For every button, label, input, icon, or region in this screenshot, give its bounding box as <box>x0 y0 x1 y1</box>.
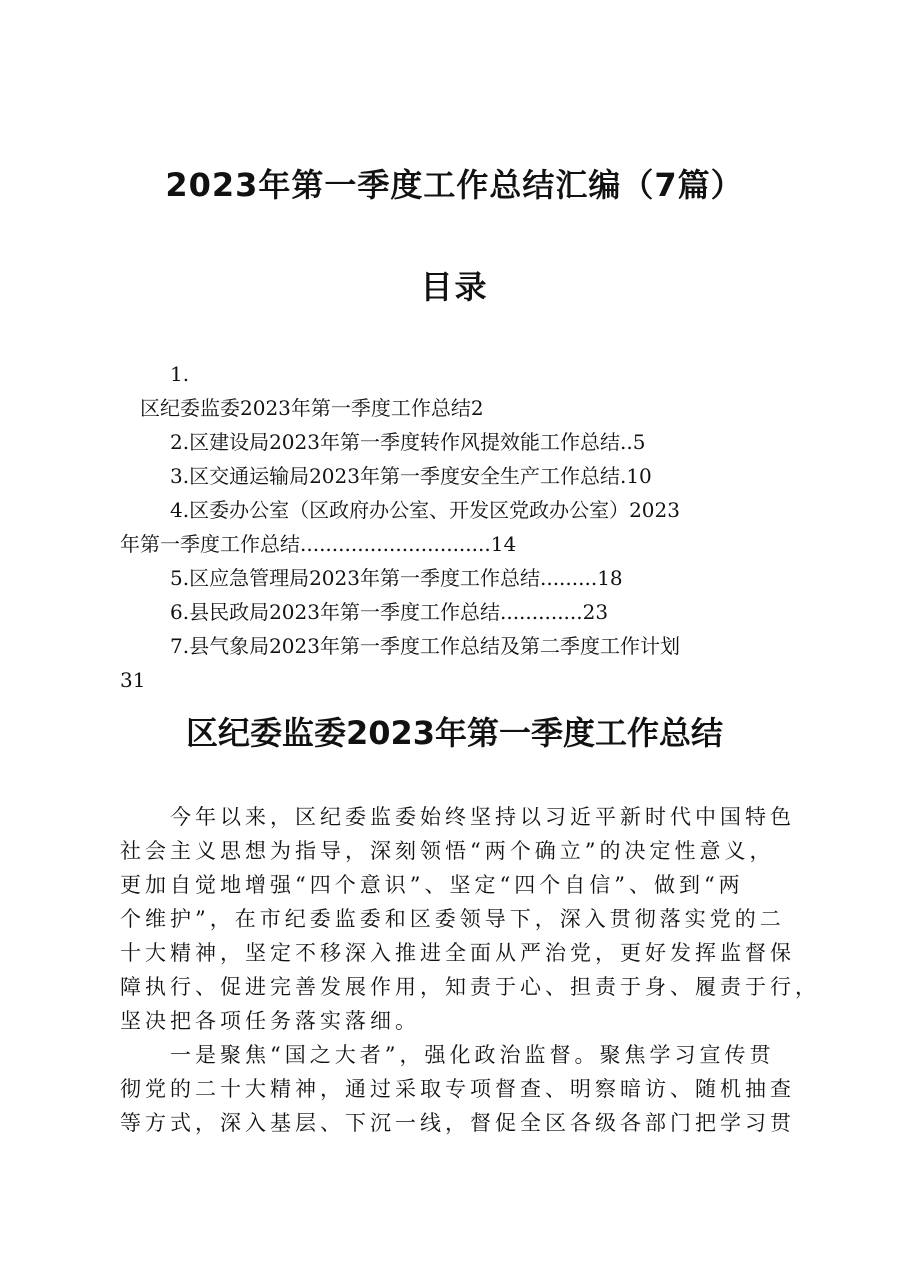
toc-line-7[interactable]: 7.县气象局2023年第一季度工作总结及第二季度工作计划 <box>170 634 680 658</box>
toc-line-3[interactable]: 3.区交通运输局2023年第一季度安全生产工作总结.10 <box>170 464 652 488</box>
toc-line-5[interactable]: 5.区应急管理局2023年第一季度工作总结.........18 <box>170 566 623 590</box>
body-line: 十大精神，坚定不移深入推进全面从严治党，更好发挥监督保 <box>120 941 795 965</box>
toc-line-1-title[interactable]: 区纪委监委2023年第一季度工作总结2 <box>140 396 484 420</box>
body-line: 更加自觉地增强“四个意识”、坚定“四个自信”、做到“两 <box>120 873 744 897</box>
body-line: 一是聚焦“国之大者”，强化政治监督。聚焦学习宣传贯 <box>170 1043 775 1067</box>
body-text <box>120 800 820 1140</box>
toc-line-6[interactable]: 6.县民政局2023年第一季度工作总结.............23 <box>170 600 609 624</box>
body-line: 社会主义思想为指导，深刻领悟“两个确立”的决定性意义， <box>120 839 775 863</box>
body-line: 障执行、促进完善发展作用，知责于心、担责于身、履责于行， <box>120 975 820 999</box>
body-line: 坚决把各项任务落实落细。 <box>120 1009 420 1033</box>
table-of-contents <box>120 357 800 697</box>
toc-line-1-number[interactable]: 1. <box>170 362 190 386</box>
section-title: 区纪委监委2023年第一季度工作总结 <box>185 714 724 752</box>
toc-line-7-page[interactable]: 31 <box>120 668 146 692</box>
body-line: 等方式，深入基层、下沉一线，督促全区各级各部门把学习贯 <box>120 1111 795 1135</box>
toc-line-4-continued[interactable]: 年第一季度工作总结..............................14 <box>120 532 517 556</box>
toc-line-4[interactable]: 4.区委办公室（区政府办公室、开发区党政办公室）2023 <box>170 498 680 522</box>
document-title: 2023年第一季度工作总结汇编（7篇） <box>165 166 744 204</box>
body-line: 今年以来，区纪委监委始终坚持以习近平新时代中国特色 <box>170 805 795 829</box>
toc-heading: 目录 <box>420 268 489 306</box>
toc-line-2[interactable]: 2.区建设局2023年第一季度转作风提效能工作总结..5 <box>170 430 646 454</box>
body-line: 个维护”，在市纪委监委和区委领导下，深入贯彻落实党的二 <box>120 907 785 931</box>
body-line: 彻党的二十大精神，通过采取专项督查、明察暗访、随机抽查 <box>120 1077 795 1101</box>
